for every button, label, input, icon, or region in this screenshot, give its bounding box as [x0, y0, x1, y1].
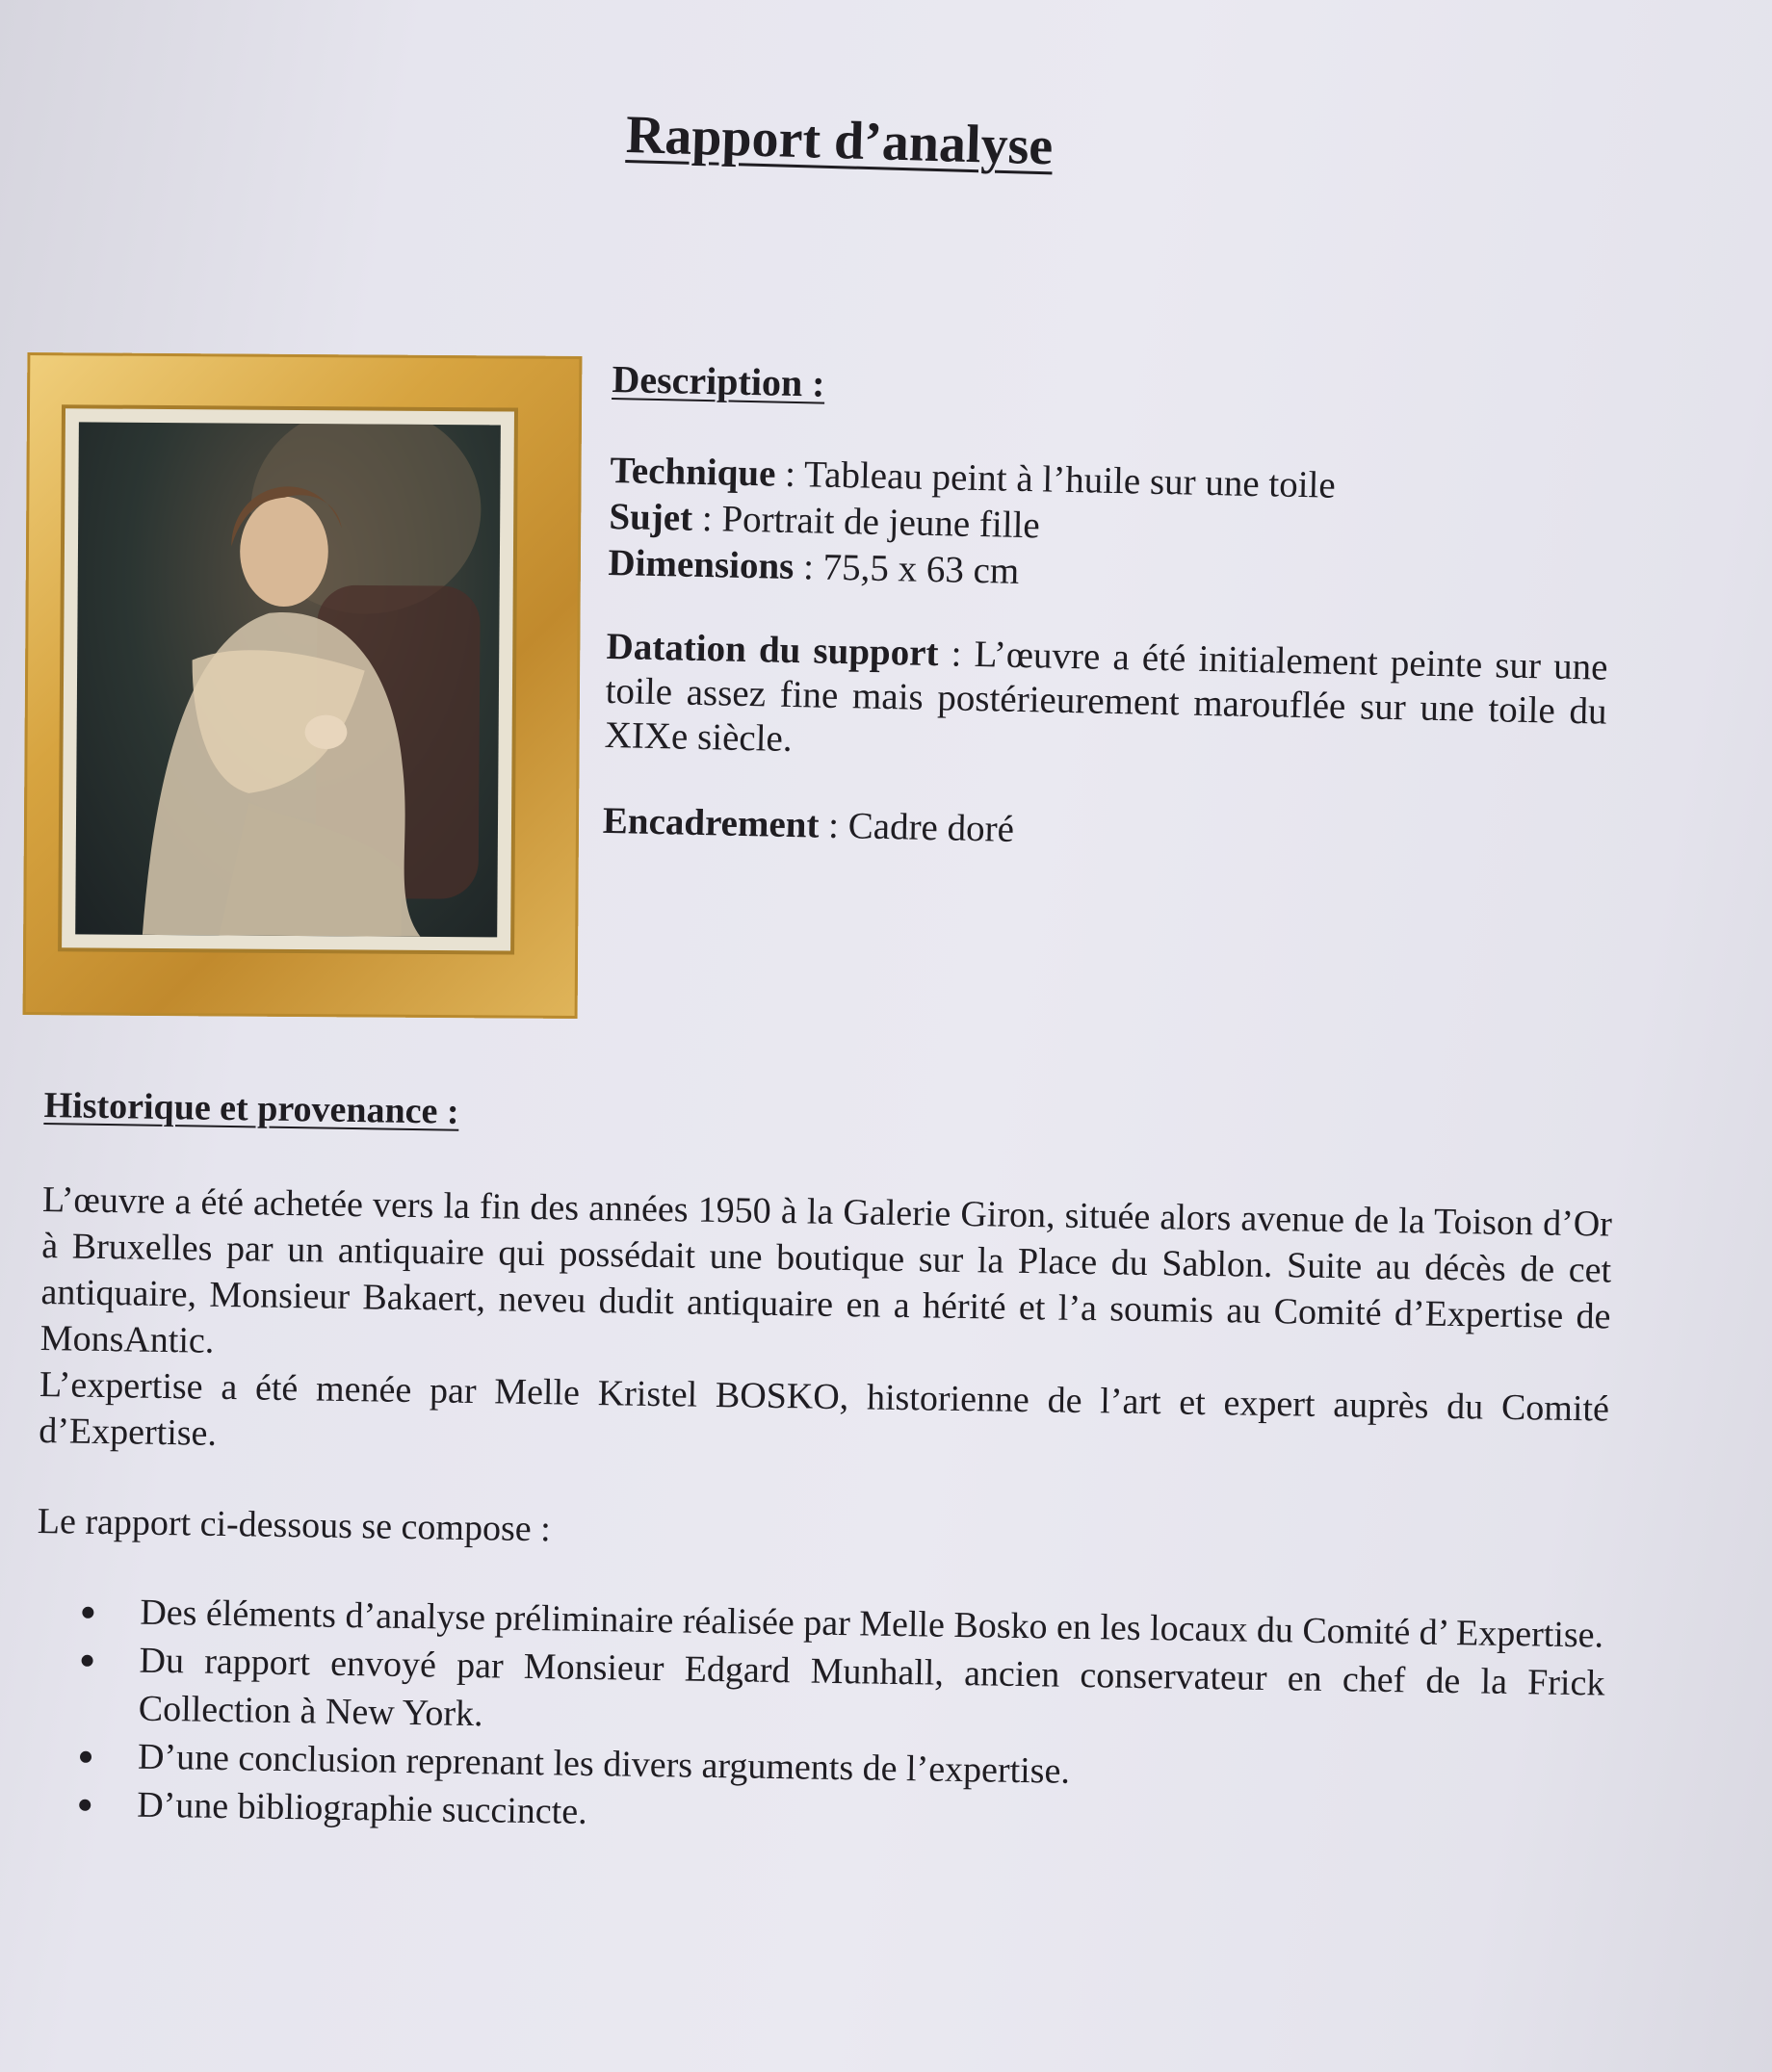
description-section — [602, 356, 1613, 866]
datation-label: Datation du support — [606, 625, 939, 675]
encadrement-label: Encadrement — [602, 799, 820, 846]
page-title: Rapport d’analyse — [625, 105, 1055, 177]
portrait-painting — [75, 422, 501, 937]
bullet-icon — [82, 1655, 93, 1667]
sujet-value: : Portrait de jeune fille — [691, 497, 1041, 547]
frame-liner — [62, 408, 514, 950]
technique-value: : Tableau peint à l’huile sur une toile — [774, 453, 1337, 506]
sujet-label: Sujet — [609, 495, 693, 539]
portrait-illustration — [75, 422, 501, 937]
bullet-icon — [79, 1800, 91, 1811]
historique-paragraph-2: L’expertise a été menée par Melle Kristel BOSKO, historienne de l’art et expert auprès du Comité d’Expertise. — [39, 1363, 1610, 1454]
description-heading: Description : — [612, 356, 826, 405]
report-contents-list — [33, 1587, 1606, 1852]
report-intro: Le rapport ci-dessous se compose : — [37, 1500, 552, 1550]
list-item-text: D’une conclusion reprenant les divers arguments de l’expertise. — [137, 1736, 1071, 1792]
list-item-text: Du rapport envoyé par Monsieur Edgard Munhall, ancien conservateur en chef de la Frick Collection à New York. — [138, 1640, 1605, 1735]
bullet-icon — [80, 1751, 91, 1763]
encadrement-value: : Cadre doré — [818, 804, 1015, 850]
historique-section — [33, 1084, 1614, 1852]
list-item-text: D’une bibliographie succincte. — [136, 1784, 587, 1832]
technique-label: Technique — [610, 449, 776, 495]
datation-value: : L’œuvre a été initialement peinte sur une toile assez fine mais postérieurement marouflée sur une toile du XIXe siècle. — [604, 633, 1608, 760]
historique-heading: Historique et provenance : — [43, 1084, 459, 1132]
historique-paragraph-1: L’œuvre a été achetée vers la fin des années 1950 à la Galerie Giron, située alors avenue de la Toison d’Or à Bruxelles par un antiquaire qui possédait une boutique sur la Place du Sablon. Suite au décès de cet antiquaire, Monsieur Bakaert, neveu dudit antiquaire en a hérité et l’a soumis au Comité d’Expertise de MonsAntic. — [39, 1178, 1613, 1361]
dimensions-label: Dimensions — [608, 541, 795, 587]
list-item-text: Des éléments d’analyse préliminaire réalisée par Melle Bosko en les locaux du Comité d’ Expertise. — [140, 1592, 1604, 1656]
datation-paragraph — [604, 625, 1608, 779]
dimensions-value: : 75,5 x 63 cm — [793, 545, 1020, 592]
painting-photo-gilded-frame — [23, 352, 583, 1019]
bullet-icon — [82, 1607, 93, 1619]
